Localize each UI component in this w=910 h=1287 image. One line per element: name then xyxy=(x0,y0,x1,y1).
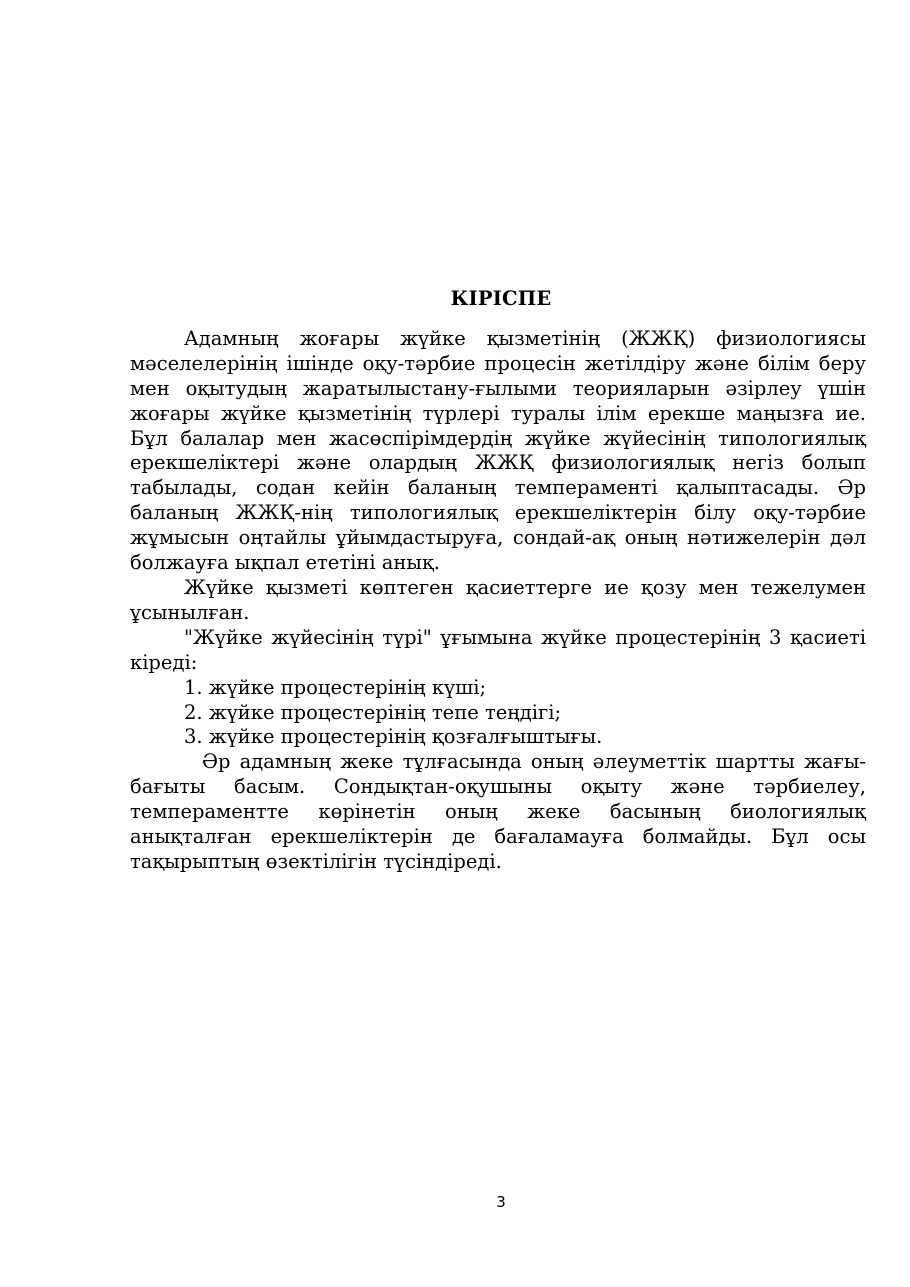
property-list-item-strength: 1. жүйке процестерінің күші; xyxy=(184,675,487,699)
property-list-item-balance: 2. жүйке процестерінің тепе теңдігі; xyxy=(184,700,562,724)
closing-paragraph: Әр адамның жеке тұлғасында оның әлеуметтік шартты жағы-бағыты басым. Сондықтан-оқушыны оқыту және тәрбиелеу, темпераментте көрінетін оның жеке басының биологиялық анықталған ерекшеліктерін де бағаламауға болмайды. Бұл осы тақырыптың өзектілігін түсіндіреді. xyxy=(130,750,866,873)
property-list-item-mobility: 3. жүйке процестерінің қозғалғыштығы. xyxy=(184,725,603,749)
intro-paragraph: Адамның жоғары жүйке қызметінің (ЖЖҚ) физиологиясы мәселелерінің ішінде оқу-тәрбие процесін жетілдіру және білім беру мен оқытудың жаратылыстану-ғылыми теорияларын әзірлеу үшін жоғары жүйке қызметінің түрлері туралы ілім ерекше маңызға ие. Бұл балалар мен жасөспірімдердің жүйке жүйесінің типологиялық ерекшеліктері және олардың ЖЖҚ физиологиялық негіз болып табылады, содан кейін баланың темпераменті қалыптасады. Әр баланың ЖЖҚ-нің типологиялық ерекшеліктерін білу оқу-тәрбие жұмысын оңтайлы ұйымдастыруға, сондай-ақ оның нәтижелерін дәл болжауға ықпал ететіні анық. xyxy=(130,326,866,575)
nervous-system-type-paragraph: "Жүйке жүйесінің түрі" ұғымына жүйке процестерінің 3 қасиеті кіреді: xyxy=(130,625,866,674)
page-number: 3 xyxy=(496,1193,506,1211)
page-content xyxy=(130,287,866,875)
nervous-activity-paragraph: Жүйке қызметі көптеген қасиеттерге ие қозу мен тежелумен ұсынылған. xyxy=(130,575,866,624)
section-title: КІРІСПЕ xyxy=(450,287,552,310)
